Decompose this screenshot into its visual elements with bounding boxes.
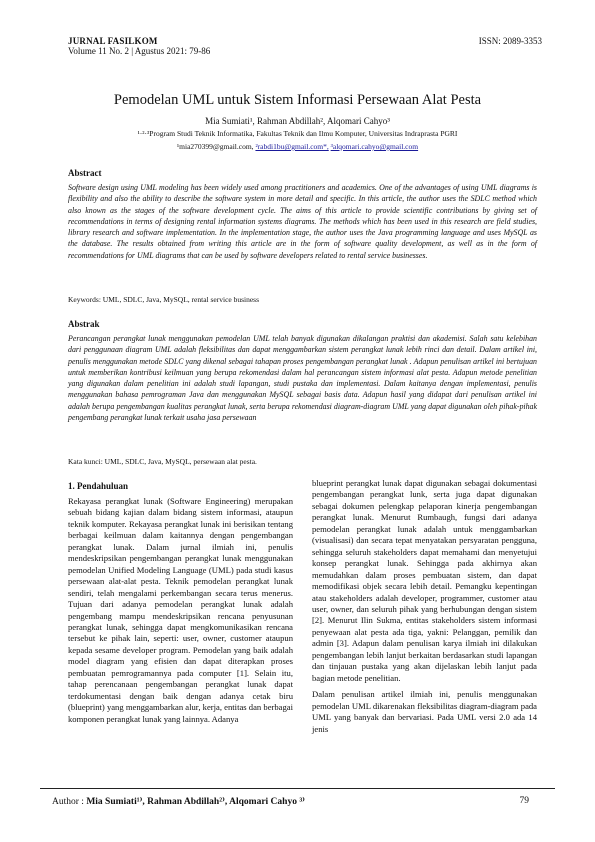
- right-paragraph-2: Dalam penulisan artikel ilmiah ini, penulis menggunakan pemodelan UML dikarenakan fleksibilitas diagram-diagram pada UML yang banyak dan bervariasi. Pada UML versi 2.0 ada 14 jenis: [312, 689, 537, 734]
- section-heading: 1. Pendahuluan: [68, 481, 129, 491]
- journal-volume: Volume 11 No. 2 | Agustus 2021: 79-86: [68, 46, 211, 56]
- abstrak-keywords: Kata kunci: UML, SDLC, Java, MySQL, persewaan alat pesta.: [68, 457, 257, 466]
- right-column: [312, 478, 537, 735]
- email-2-link[interactable]: ²rabdi1bu@gmail.com*,: [255, 142, 329, 151]
- footer-authors: [52, 796, 305, 807]
- email-1: ¹mia270399@gmail.com,: [176, 142, 254, 151]
- footer-divider: [40, 788, 555, 789]
- right-paragraph-1: blueprint perangkat lunak dapat digunakan sebagai dokumentasi pengembangan perangkat lunk, serta juga dapat digunakan sebagai dokumen pelengkap pelaporan kinerja pengembangan perangkat lunak. Menurut Rumbaugh, fungsi dari adanya pemodelan perangkat lunak adalah untuk menggambarkan (visualisasi) dan secara tepat menyatakan persyaratan pengguna, sehingga seluruh stakeholders dapat memahami dan menyetujui konsep perangkat lunak. Sehingga pada akhirnya akan memudahkan dalam proses pembuatan sistem, dan dapat memodifikasi objek secara lebih detail. Pemangku kepentingan atau stakeholders adalah developer, programmer, customer atau user, owner, dan seluruh pihak yang berhubungan dengan sistem [2]. Menurut Ilin Sukma, entitas stakeholders sistem informasi penyewaan alat pesta ada tiga, yakni: Pelanggan, pemilik dan admin [3]. Adapun dalam penulisan karya ilmiah ini dilakukan pengembangan lebih lanjut berkaitan berdasarkan studi lapangan dan tinjauan pustaka yang akan dijelaskan lebih lanjut pada bagian metode penelitian.: [312, 478, 537, 683]
- footer-author-names: Mia Sumiati¹⁾, Rahman Abdillah²⁾, Alqomari Cahyo ³⁾: [86, 797, 305, 807]
- left-column: [68, 496, 293, 725]
- email-3-link[interactable]: ³alqomari.cahyo@gmail.com: [330, 142, 419, 151]
- affiliation: ¹·²·³Program Studi Teknik Informatika, Fakultas Teknik dan Ilmu Komputer, Universitas Indraprasta PGRI: [137, 129, 458, 138]
- abstrak-heading: Abstrak: [68, 319, 100, 329]
- journal-issn: ISSN: 2089-3353: [478, 36, 542, 46]
- abstrak-text: Perancangan perangkat lunak menggunakan pemodelan UML telah banyak digunakan dikalangan praktisi dan akademisi. Salah satu kelebihan dari penggunaan diagram UML adalah fleksibilitas dan dapat menggambarkan sistem perangkat lunak lebih rinci dan detail. Dalam artikel ini, penulis menggunakan metode SDLC yang dikenal sebagai tahapan proses pengembangan perangkat lunak . Adapun penulisan artikel ini bertujuan untuk memberikan kontribusi keilmuan yang berupa rekomendasi dalam hal perancangan sistem informasi alat pesta. Adapun metode penelitian yang digunakan dalam penelitian ini adalah studi lapangan, studi pustaka dan implementasi. Dalam kaitanya dengan implementasi, penulis menggunakan bahasa pemrograman Java dan menggunakan MySQL sebagai basis data. Adapun hasil yang didapat dari penulisan artikel ini adalah berupa pengembangan kualitas perangkat lunak, serta berupa rekomendasi diagram-diagram UML yang dapat digunakan oleh pihak-pihak pengembang perangkat lunak terkait usaha jasa persewaan: [68, 334, 537, 423]
- paper-title: Pemodelan UML untuk Sistem Informasi Persewaan Alat Pesta: [113, 92, 482, 108]
- footer-author-label: Author :: [52, 797, 87, 807]
- journal-name: JURNAL FASILKOM: [68, 36, 158, 46]
- abstract-keywords: Keywords: UML, SDLC, Java, MySQL, rental service business: [68, 295, 260, 304]
- author-list: Mia Sumiati¹, Rahman Abdillah², Alqomari Cahyo³: [205, 116, 390, 126]
- page-number: 79: [519, 796, 529, 806]
- abstract-heading: Abstract: [68, 168, 102, 178]
- author-emails: [40, 142, 555, 151]
- left-paragraph-1: Rekayasa perangkat lunak (Software Engineering) merupakan sebuah bidang kajian dalam bidang sistem informasi, ataupun teknik komputer. Rekayasa perangkat lunak ini berisikan tentang berbagai keilmuan dalam kaitannya dengan pengembangan perangkat lunak. Dalam jurnal ilmiah ini, penulis mendeskripsikan pengembangan perangkat lunak menggunakan pemodelan Unified Modeling Language (UML) pada studi kasus persewaan alat-alat pesta. Teknik pemodelan perangkat lunak sendiri, telah mengalami perkembangan secara terus menerus. Tujuan dari adanya pemodelan perangkat lunak adalah pengembang mampu mendeskripsikan rencana penyusunan perangkat lunak, sehingga dapat mengkomunikasikan rencana tersebut ke pihak lain, seperti: user, owner, customer ataupun kepada sesame developer program. Pemodelan yang baik adalah model diagram yang efisien dan dapat diterapkan proses pembuatan pemrogramannya pada computer [1]. Selain itu, tahap perencanaan pengembangan perangkat lunak dapat terdokumentasi dengan baik dengan adanya cetak biru (blueprint) yang menggambarkan alur, kerja, entitas dan berbagai komponen perangkat lunak yang lainnya. Adanya: [68, 496, 293, 724]
- abstract-text: Software design using UML modeling has been widely used among practitioners and academics. One of the advantages of using UML diagrams is flexibility and also the ability to describe the software system in more detail and specific. In this article, the author uses the SDLC method which also known as the stages of the software development cycle. The aims of this article to provide scientific contributions by giving set of recommendations in terms of designing rental information systems diagrams. The methods which has been used in this research are field studies, library research and software implementation. In the implementation stage, the author uses the Java programming language and uses MySQL as the database. The results obtained from writing this article are in the form of software quality development, as well as in the form of recommendations for UML diagrams that can be used by software developers related to rental service businesses.: [68, 183, 537, 260]
